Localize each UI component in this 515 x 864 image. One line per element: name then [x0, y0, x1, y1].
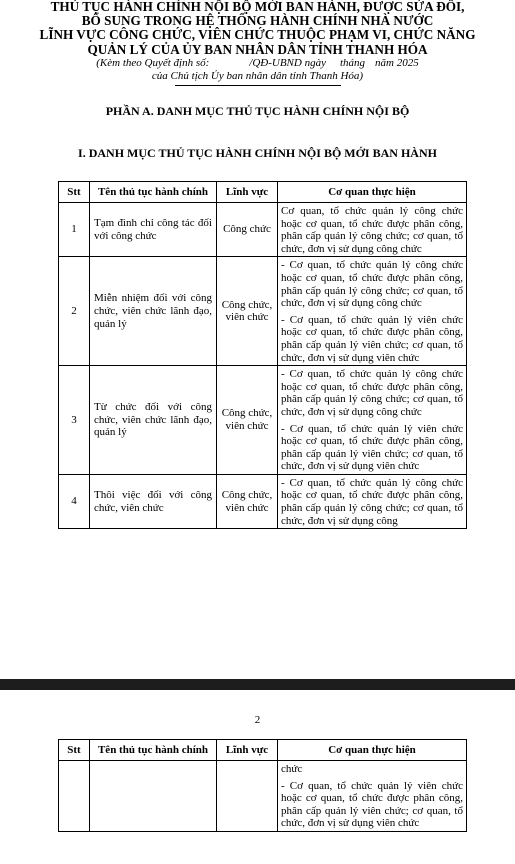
procedures-table — [58, 181, 467, 529]
title-line-2: BỔ SUNG TRONG HỆ THỐNG HÀNH CHÍNH NHÀ NƯỚC — [81, 13, 434, 29]
title-line-3: LĨNH VỰC CÔNG CHỨC, VIÊN CHỨC THUỘC PHẠM VI, CHỨC NĂNG — [39, 27, 476, 43]
header-stt: Stt — [59, 740, 90, 761]
agency-text: Cơ quan, tổ chức quản lý công chức hoặc cơ quan, tổ chức được phân công, phân cấp quản lý công chức; cơ quan, tổ chức, đơn vị sử dụng công chức — [281, 205, 463, 255]
table-row — [59, 366, 467, 475]
title-line-1: THỦ TỤC HÀNH CHÍNH NỘI BỘ MỚI BAN HÀNH, ĐƯỢC SỬA ĐỔI, — [50, 0, 465, 14]
title-line-4: QUẢN LÝ CỦA ỦY BAN NHÂN DÂN TỈNH THANH HÓA — [87, 41, 428, 57]
cell-stt: 1 — [59, 203, 90, 257]
cell-stt: 4 — [59, 474, 90, 528]
agency-text: - Cơ quan, tổ chức quản lý công chức hoặc cơ quan, tổ chức được phân công, phân cấp quản lý công chức; cơ quan, tổ chức, đơn vị sử dụng công chức — [281, 259, 463, 310]
decision-ref-part-a: (Kèm theo Quyết định số: — [96, 56, 210, 69]
header-name: Tên thủ tục hành chính — [90, 740, 217, 761]
table-row — [59, 257, 467, 366]
cell-name — [90, 761, 217, 832]
page-separator — [0, 679, 515, 690]
page-number: 2 — [254, 714, 261, 726]
cell-field: Công chức, viên chức — [217, 474, 278, 528]
cell-name: Từ chức đối với công chức, viên chức lãnh đạo, quản lý — [90, 366, 217, 475]
agency-text: - Cơ quan, tổ chức quản lý viên chức hoặc cơ quan, tổ chức được phân công, phân cấp quản lý viên chức; cơ quan, tổ chức, đơn vị sử dụng viên chức — [281, 313, 463, 364]
document-page-2 — [0, 690, 515, 864]
header-field: Lĩnh vực — [217, 740, 278, 761]
header-underline — [175, 85, 341, 86]
cell-field: Công chức, viên chức — [217, 366, 278, 475]
cell-agency — [278, 761, 467, 832]
decision-ref-part-c: tháng — [339, 56, 366, 69]
header-name: Tên thủ tục hành chính — [90, 182, 217, 203]
table-row — [59, 203, 467, 257]
issuer-line: của Chủ tịch Ủy ban nhân dân tỉnh Thanh Hóa) — [151, 69, 364, 82]
header-agency: Cơ quan thực hiện — [278, 740, 467, 761]
cell-agency — [278, 474, 467, 528]
table-row — [59, 474, 467, 528]
document-header — [0, 0, 515, 86]
agency-text: - Cơ quan, tổ chức quản lý công chức hoặc cơ quan, tổ chức được phân công, phân cấp quản lý công chức; cơ quan, tổ chức, đơn vị sử dụng công — [281, 476, 463, 527]
section-1-title: I. DANH MỤC THỦ TỤC HÀNH CHÍNH NỘI BỘ MỚI BAN HÀNH — [78, 146, 437, 160]
decision-ref-part-d: năm 2025 — [375, 56, 419, 69]
cell-name: Tạm đình chỉ công tác đối với công chức — [90, 203, 217, 257]
agency-text: chức — [281, 763, 303, 775]
cell-name: Miễn nhiệm đối với công chức, viên chức lãnh đạo, quản lý — [90, 257, 217, 366]
cell-agency — [278, 203, 467, 257]
cell-stt: 3 — [59, 366, 90, 475]
table-header-row — [59, 740, 467, 761]
cell-name: Thôi việc đối với công chức, viên chức — [90, 474, 217, 528]
table-row — [59, 761, 467, 832]
cell-field: Công chức — [217, 203, 278, 257]
header-field: Lĩnh vực — [217, 182, 278, 203]
cell-stt: 2 — [59, 257, 90, 366]
agency-text: - Cơ quan, tổ chức quản lý viên chức hoặc cơ quan, tổ chức được phân công, phân cấp quản lý viên chức; cơ quan, tổ chức, đơn vị sử dụng viên chức — [281, 422, 463, 473]
cell-agency — [278, 366, 467, 475]
decision-reference — [0, 57, 515, 70]
procedures-table-continued — [58, 739, 467, 832]
cell-field — [217, 761, 278, 832]
table-header-row — [59, 182, 467, 203]
part-a-title: PHẦN A. DANH MỤC THỦ TỤC HÀNH CHÍNH NỘI BỘ — [105, 104, 410, 118]
header-agency: Cơ quan thực hiện — [278, 182, 467, 203]
agency-text: - Cơ quan, tổ chức quản lý công chức hoặc cơ quan, tổ chức được phân công, phân cấp quản lý công chức; cơ quan, tổ chức, đơn vị sử dụng công chức — [281, 368, 463, 418]
cell-stt — [59, 761, 90, 832]
agency-text: - Cơ quan, tổ chức quản lý viên chức hoặc cơ quan, tổ chức được phân công, phân cấp quản lý viên chức; cơ quan, tổ chức, đơn vị sử dụng viên chức — [281, 779, 463, 830]
decision-ref-part-b: /QĐ-UBND ngày — [249, 56, 326, 69]
cell-field: Công chức, viên chức — [217, 257, 278, 366]
cell-agency — [278, 257, 467, 366]
header-stt: Stt — [59, 182, 90, 203]
